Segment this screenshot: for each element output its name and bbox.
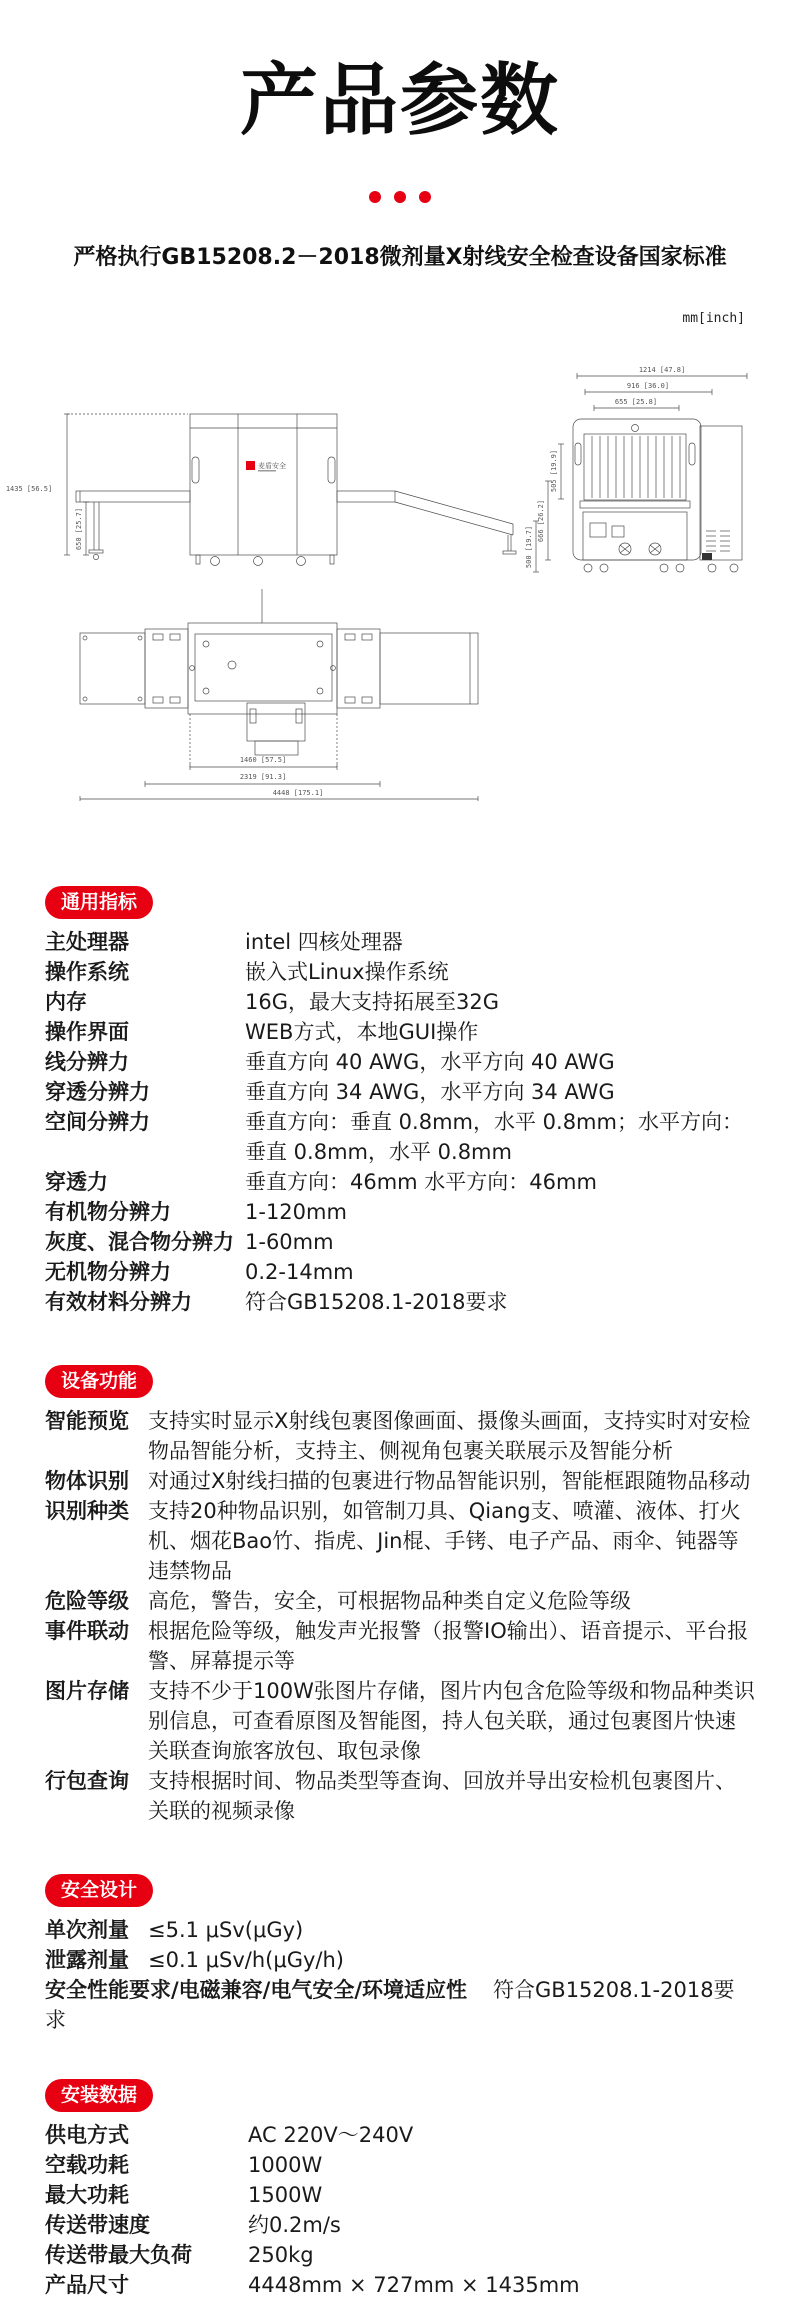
spec-row [45, 1676, 755, 1766]
spec-label: 图片存储 [45, 1679, 129, 1703]
spec-label: 行包查询 [45, 1769, 129, 1793]
units-label: mm[inch] [682, 311, 745, 326]
spec-label: 单次剂量 [45, 1918, 129, 1942]
dimension-label: 916 [36.0] [626, 382, 670, 390]
spec-value: 对通过X射线扫描的包裹进行物品智能识别，智能框跟随物品移动 [148, 1469, 751, 1493]
spec-row [45, 1167, 755, 1197]
spec-row [45, 1017, 755, 1047]
spec-label: 空载功耗 [45, 2153, 129, 2177]
section-1 [45, 886, 755, 1317]
spec-table [45, 1406, 755, 1826]
dimension-label: 1460 [57.5] [239, 756, 287, 764]
spec-row [45, 1287, 755, 1317]
section-badge: 安全设计 [45, 1874, 153, 1907]
spec-label: 无机物分辨力 [45, 1260, 171, 1284]
dimension-label: 650 [25.7] [75, 507, 83, 551]
spec-label: 识别种类 [45, 1499, 129, 1523]
spec-row [45, 1466, 755, 1496]
hero [0, 0, 800, 273]
dimension-label: 655 [25.8] [614, 398, 658, 406]
spec-row [45, 957, 755, 987]
spec-value: 垂直方向 34 AWG，水平方向 34 AWG [245, 1080, 615, 1104]
spec-label: 泄露剂量 [45, 1948, 129, 1972]
spec-label: 产品尺寸 [45, 2273, 129, 2297]
dimension-label: 666 [26.2] [537, 499, 545, 543]
spec-row [45, 1257, 755, 1287]
spec-table [45, 2120, 755, 2300]
spec-row [45, 1915, 755, 1945]
spec-row [45, 2150, 755, 2180]
spec-value: 支持根据时间、物品类型等查询、回放并导出安检机包裹图片、关联的视频录像 [148, 1769, 736, 1823]
section-4 [45, 2079, 755, 2300]
section-2 [45, 1365, 755, 1826]
dimension-label: 1214 [47.8] [638, 366, 686, 374]
spec-label: 传送带最大负荷 [45, 2243, 192, 2267]
spec-value: 4448mm × 727mm × 1435mm [248, 2273, 580, 2297]
spec-label: 物体识别 [45, 1469, 129, 1493]
spec-label: 穿透分辨力 [45, 1080, 150, 1104]
spec-row [45, 2210, 755, 2240]
spec-label: 操作界面 [45, 1020, 129, 1044]
spec-label: 穿透力 [45, 1170, 108, 1194]
spec-sections [0, 886, 800, 2318]
dimension-label: 2319 [91.3] [239, 773, 287, 781]
spec-value: AC 220V～240V [248, 2123, 414, 2147]
spec-row [45, 987, 755, 1017]
red-dot [369, 191, 381, 203]
spec-row [45, 1227, 755, 1257]
spec-value: 1000W [248, 2153, 323, 2177]
end-view-drawing [525, 366, 747, 572]
spec-row [45, 1616, 755, 1676]
spec-row [45, 1107, 755, 1167]
spec-row [45, 1586, 755, 1616]
spec-row [45, 927, 755, 957]
section-badge: 设备功能 [45, 1365, 153, 1398]
technical-drawings [0, 331, 800, 801]
spec-value: 符合GB15208.1-2018要求 [245, 1290, 508, 1314]
spec-value: 1-120mm [245, 1200, 347, 1224]
spec-table [45, 927, 755, 1317]
dimension-label: 500 [19.7] [525, 525, 533, 569]
section-badge: 安装数据 [45, 2079, 153, 2112]
spec-row [45, 1077, 755, 1107]
spec-label: 智能预览 [45, 1409, 129, 1433]
spec-row [45, 2180, 755, 2210]
spec-table [45, 1915, 755, 2035]
dimension-label: 4448 [175.1] [272, 789, 324, 797]
plan-view-drawing [80, 589, 478, 801]
spec-row [45, 1496, 755, 1586]
brand-logo-text: 麦盾安全 [258, 462, 286, 470]
decor-dots [0, 191, 800, 203]
spec-value: 根据危险等级，触发声光报警（报警IO输出）、语音提示、平台报警、屏幕提示等 [148, 1619, 749, 1673]
spec-value: 嵌入式Linux操作系统 [245, 960, 449, 984]
spec-label: 操作系统 [45, 960, 129, 984]
spec-row [45, 2120, 755, 2150]
spec-value: 垂直方向：46mm 水平方向：46mm [245, 1170, 597, 1194]
spec-value: 约0.2m/s [248, 2213, 341, 2237]
spec-row [45, 1975, 755, 2035]
spec-value: 1-60mm [245, 1230, 334, 1254]
spec-value: 垂直方向 40 AWG，水平方向 40 AWG [245, 1050, 615, 1074]
spec-row [45, 1047, 755, 1077]
spec-row [45, 1945, 755, 1975]
brand-logo [246, 461, 286, 472]
dimension-label: 1435 [56.5] [5, 485, 53, 493]
page-title: 产品参数 [239, 56, 560, 146]
spec-label: 供电方式 [45, 2123, 129, 2147]
spec-label: 传送带速度 [45, 2213, 150, 2237]
dimension-label: 505 [19.9] [550, 449, 558, 493]
spec-value: 垂直方向：垂直 0.8mm，水平 0.8mm；水平方向：垂直 0.8mm，水平 0.8mm [245, 1110, 743, 1164]
spec-row [45, 2270, 755, 2300]
standard-note: 严格执行GB15208.2－2018微剂量X射线安全检查设备国家标准 [73, 245, 727, 270]
spec-value: 符合GB15208.1-2018要求 [45, 1978, 735, 2032]
spec-value: ≤5.1 μSv(μGy) [148, 1918, 304, 1942]
spec-value: 支持20种物品识别，如管制刀具、Qiang支、喷灌、液体、打火机、烟花Bao竹、指虎、Jin棍、手铐、电子产品、雨伞、钝器等违禁物品 [148, 1499, 741, 1583]
spec-label: 有效材料分辨力 [45, 1290, 192, 1314]
spec-label: 最大功耗 [45, 2183, 129, 2207]
spec-row [45, 2240, 755, 2270]
spec-value: 250kg [248, 2243, 314, 2267]
spec-value: 支持实时显示X射线包裹图像画面、摄像头画面，支持实时对安检物品智能分析，支持主、侧视角包裹关联展示及智能分析 [148, 1409, 751, 1463]
spec-label: 事件联动 [45, 1619, 129, 1643]
spec-row [45, 1197, 755, 1227]
spec-row [45, 1406, 755, 1466]
spec-value: 支持不少于100W张图片存储，图片内包含危险等级和物品种类识别信息，可查看原图及智能图，持人包关联，通过包裹图片快速关联查询旅客放包、取包录像 [148, 1679, 755, 1763]
red-dot [419, 191, 431, 203]
spec-value: 1500W [248, 2183, 323, 2207]
red-dot [394, 191, 406, 203]
spec-label: 线分辨力 [45, 1050, 129, 1074]
side-view-drawing [6, 414, 516, 566]
spec-row [45, 1766, 755, 1826]
section-3 [45, 1874, 755, 2035]
spec-label: 有机物分辨力 [45, 1200, 171, 1224]
spec-label: 内存 [45, 990, 87, 1014]
spec-label: 安全性能要求/电磁兼容/电气安全/环境适应性 [45, 1978, 468, 2002]
spec-value: 0.2-14mm [245, 1260, 354, 1284]
spec-label: 空间分辨力 [45, 1110, 150, 1134]
spec-value: WEB方式，本地GUI操作 [245, 1020, 479, 1044]
spec-label: 危险等级 [45, 1589, 129, 1613]
spec-value: 高危，警告，安全，可根据物品种类自定义危险等级 [148, 1589, 631, 1613]
spec-label: 主处理器 [45, 930, 129, 954]
spec-label: 灰度、混合物分辨力 [45, 1230, 234, 1254]
section-badge: 通用指标 [45, 886, 153, 919]
spec-value: 16G，最大支持拓展至32G [245, 990, 499, 1014]
spec-value: intel 四核处理器 [245, 930, 403, 954]
spec-value: ≤0.1 μSv/h(μGy/h) [148, 1948, 345, 1972]
